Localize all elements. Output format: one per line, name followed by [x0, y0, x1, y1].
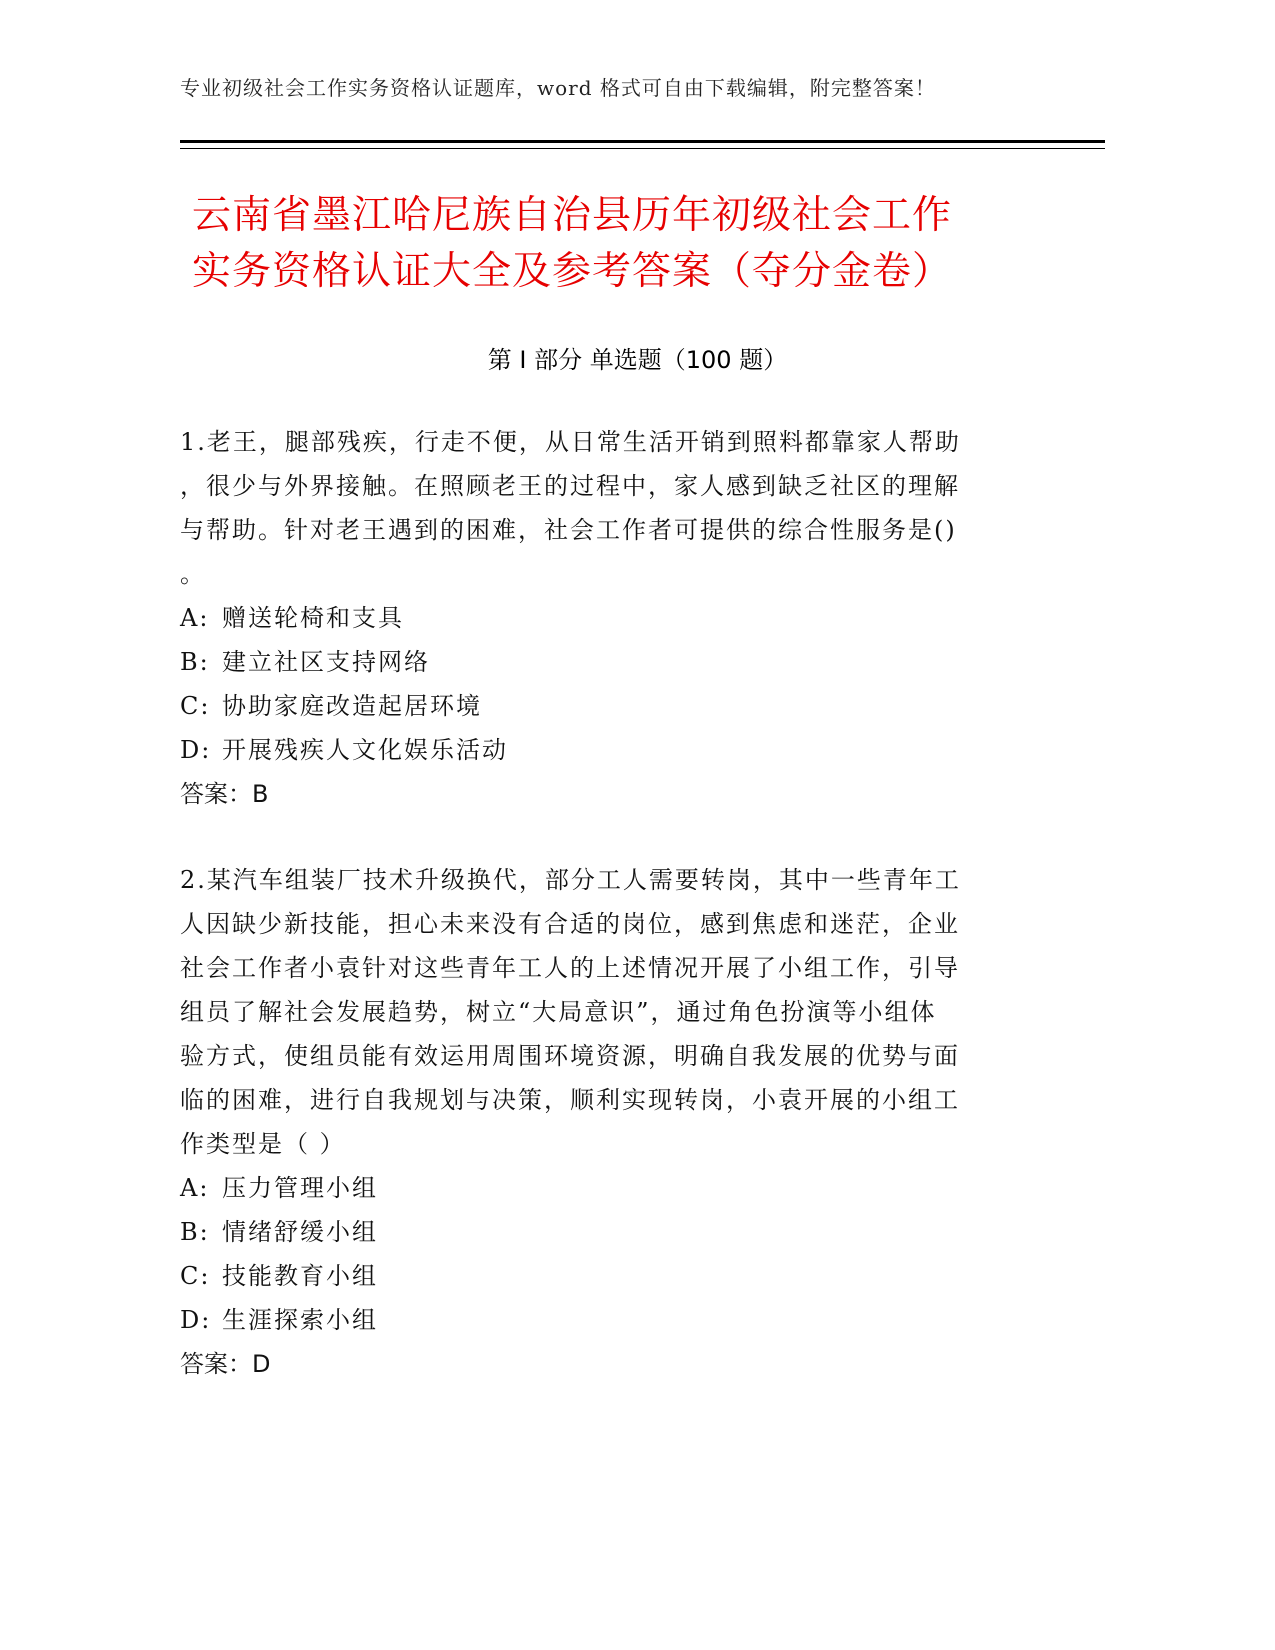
document-title [192, 188, 1092, 300]
option-c [180, 684, 1010, 728]
question-text-line: 。 [180, 560, 206, 588]
question-text-line: 人因缺少新技能，担心未来没有合适的岗位，感到焦虑和迷茫，企业 [180, 910, 960, 938]
question-1 [180, 420, 1010, 816]
option-a [180, 1166, 1010, 1210]
answer: 答案：B [180, 780, 269, 808]
option-a [180, 596, 1010, 640]
option-key: D: [180, 1306, 212, 1334]
option-key: A: [180, 604, 210, 632]
option-text: 情绪舒缓小组 [222, 1218, 378, 1246]
option-key: B: [180, 1218, 210, 1246]
option-key: C: [180, 1262, 211, 1290]
question-2 [180, 858, 1010, 1386]
option-text: 技能教育小组 [222, 1262, 378, 1290]
option-b [180, 1210, 1010, 1254]
option-text: 生涯探索小组 [222, 1306, 378, 1334]
question-text-line: 与帮助。针对老王遇到的困难，社会工作者可提供的综合性服务是() [180, 516, 957, 544]
option-text: 建立社区支持网络 [222, 648, 430, 676]
question-text-line: ，很少与外界接触。在照顾老王的过程中，家人感到缺乏社区的理解 [180, 472, 960, 500]
question-text-line: 社会工作者小袁针对这些青年工人的上述情况开展了小组工作，引导 [180, 954, 960, 982]
option-key: B: [180, 648, 210, 676]
title-line-2: 实务资格认证大全及参考答案（夺分金卷） [192, 249, 953, 294]
question-text-line: 1.老王，腿部残疾，行走不便，从日常生活开销到照料都靠家人帮助 [180, 428, 961, 456]
option-d [180, 1298, 1010, 1342]
option-text: 开展残疾人文化娱乐活动 [222, 736, 508, 764]
question-text-line: 作类型是（ ） [180, 1130, 346, 1158]
title-line-1: 云南省墨江哈尼族自治县历年初级社会工作 [192, 193, 953, 238]
question-text-line: 验方式，使组员能有效运用周围环境资源，明确自我发展的优势与面 [180, 1042, 960, 1070]
option-text: 协助家庭改造起居环境 [222, 692, 482, 720]
option-d [180, 728, 1010, 772]
answer: 答案：D [180, 1350, 271, 1378]
option-key: C: [180, 692, 211, 720]
header-rule-thick [180, 140, 1105, 143]
question-text-line: 临的困难，进行自我规划与决策，顺利实现转岗，小袁开展的小组工 [180, 1086, 960, 1114]
question-text-line: 2.某汽车组装厂技术升级换代，部分工人需要转岗，其中一些青年工 [180, 866, 961, 894]
section-heading: 第 I 部分 单选题（100 题） [487, 346, 788, 374]
question-text-line: 组员了解社会发展趋势，树立“大局意识”，通过角色扮演等小组体 [180, 998, 937, 1026]
header-note: 专业初级社会工作实务资格认证题库，word 格式可自由下载编辑，附完整答案！ [180, 76, 936, 100]
header-rule-thin [180, 148, 1105, 149]
option-text: 赠送轮椅和支具 [222, 604, 404, 632]
option-key: D: [180, 736, 212, 764]
option-c [180, 1254, 1010, 1298]
option-key: A: [180, 1174, 210, 1202]
option-b [180, 640, 1010, 684]
option-text: 压力管理小组 [222, 1174, 378, 1202]
